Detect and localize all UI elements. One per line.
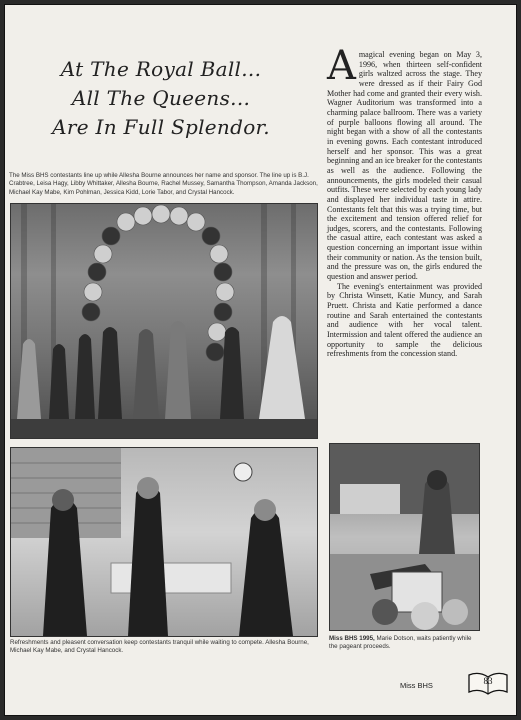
- page-number: 83: [483, 676, 493, 686]
- article-paragraph-1: Amagical evening began on May 3, 1996, when thirteen self-confident girls waltzed across the stage. They were dressed as if their Fairy God Mother had come and granted their every wish. Wagner Auditorium was transformed into a charming palace ballroom. There was a variety of purple balloons flowing all around. The night began with a show of all the contestants in evening gowns. Each contestant introduced herself and her sponsor. This was a great beginning and an ice breaker for the contestants as well as the audience. Following the announcements, the girls modeled their casual outfits. These were selected by each young lady and displayed her individual taste in attire. Contestants felt that this was a trying time, but the excitement and tension offered relief for judges, scorers, and the contestants. Following the casual attire, each contestant was asked a question concerning an important issue within their community or nation. As the tension built, and the pressure was on, the girls endured the question and answer period.: [327, 43, 482, 282]
- article-paragraph-2: The evening's entertainment was provided by Christa Winsett, Katie Muncy, and Sarah Pruett. Christa and Katie performed a dance routine and Sarah entertained the contestants and audience with her vocal talent. Intermission and talent offered the audience an opportunity to sample the delicious refreshments from the concession stand.: [327, 281, 482, 359]
- caption-rest: Marie Dotson, waits patiently while the pageant proceeds.: [329, 635, 472, 651]
- section-label: Miss BHS: [400, 681, 433, 690]
- title-line-2: All The Queens...: [71, 86, 251, 110]
- stage-lineup-image: [11, 204, 317, 438]
- miss-bhs-1995-image: [330, 444, 479, 630]
- refreshments-photo: [10, 447, 318, 637]
- stage-lineup-photo: [10, 203, 318, 439]
- top-photo-caption: The Miss BHS contestants line up while Allesha Bourne announces her name and sponsor. The line up is B.J. Crabtree, Leisa Hagy, Libby Whittaker, Allesha Bourne, Rachel Mussey, Samantha Thompson, Amanda Jackson, Michael Kay Mabe, Kim Pohlman, Jessica Kidd, Lorie Tabor, and Crystal Hancock.: [9, 172, 318, 196]
- title-line-1: At The Royal Ball...: [60, 57, 262, 81]
- refreshments-image: [11, 448, 317, 636]
- yearbook-page: [4, 4, 517, 716]
- page-title: [11, 55, 311, 142]
- miss-bhs-1995-photo: [329, 443, 480, 631]
- drop-cap: A: [327, 43, 356, 89]
- refreshments-caption: Refreshments and pleasent conversation keep contestants tranquil while waiting to compete. Allesha Bourne, Michael Kay Mabe, and Crystal Hancock.: [10, 639, 309, 655]
- caption-bold-lead: Miss BHS 1995,: [329, 635, 375, 642]
- miss-bhs-1995-caption: [329, 635, 479, 652]
- article-body: [327, 43, 482, 359]
- title-line-3: Are In Full Splendor.: [52, 115, 270, 139]
